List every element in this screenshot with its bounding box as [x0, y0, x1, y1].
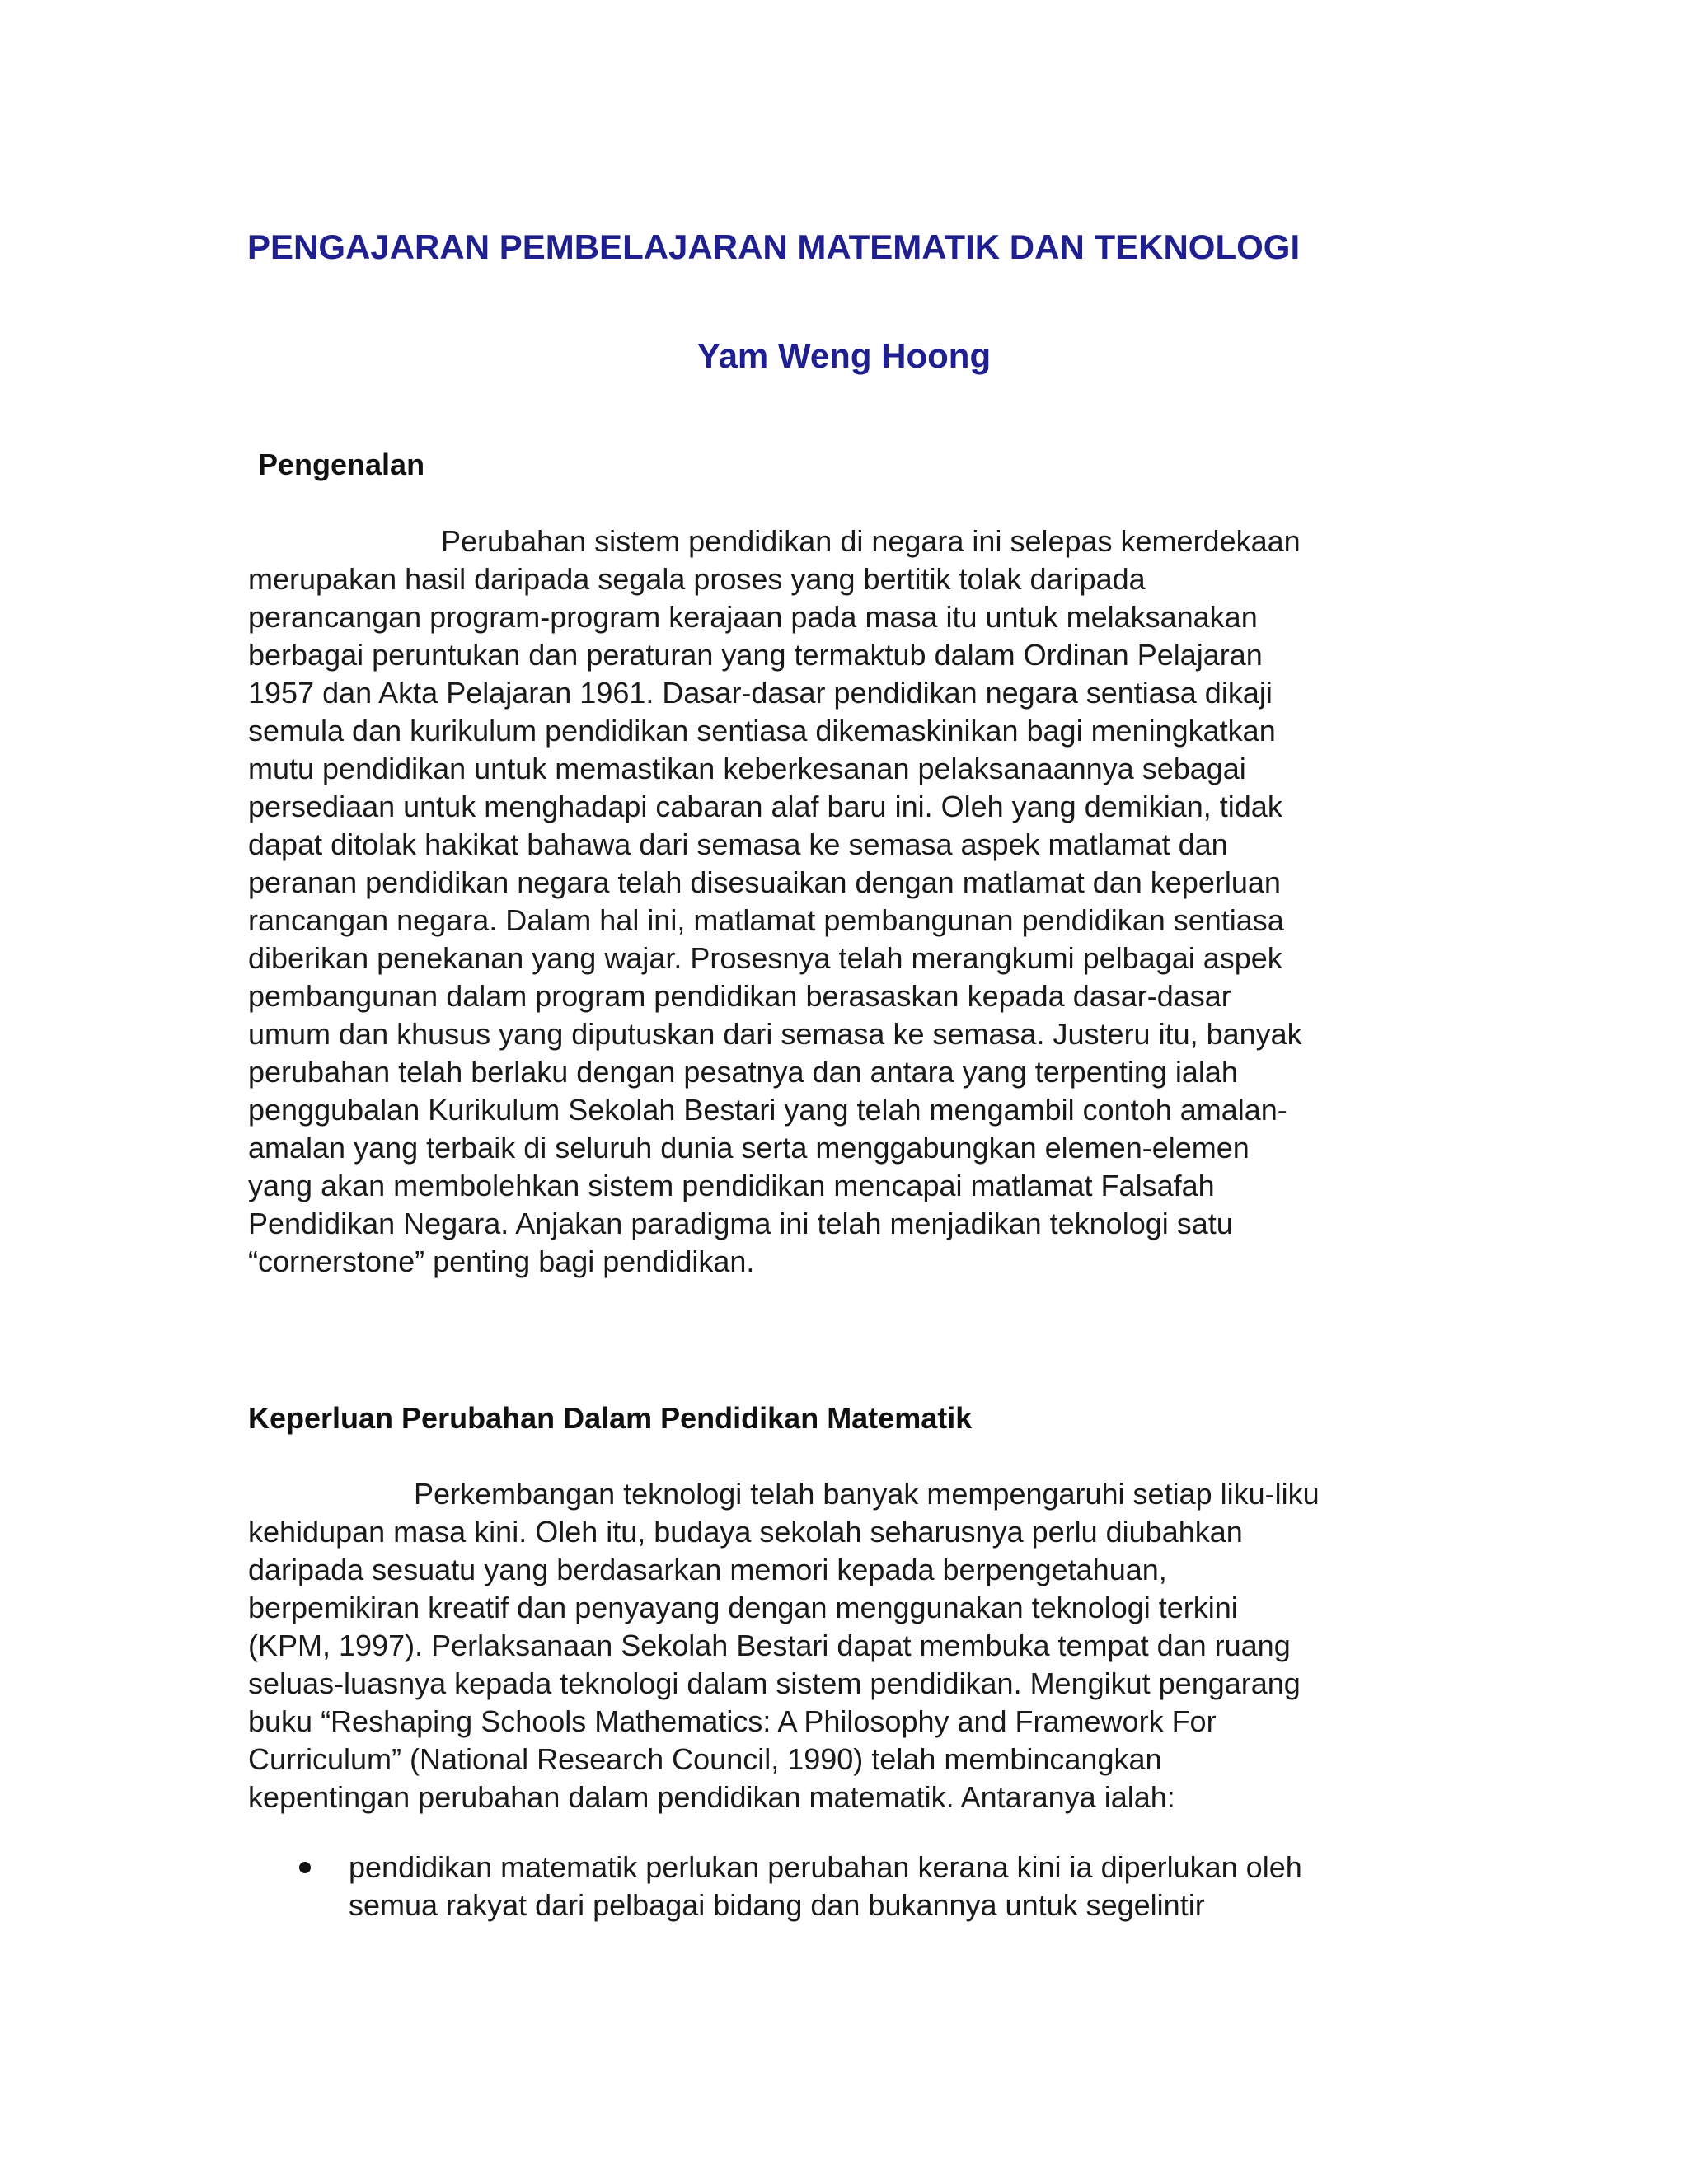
- document-author: Yam Weng Hoong: [696, 336, 992, 375]
- paragraph-line: “cornerstone” penting bagi pendidikan.: [248, 1244, 755, 1278]
- paragraph-line: kepentingan perubahan dalam pendidikan matematik. Antaranya ialah:: [248, 1780, 1175, 1814]
- paragraph-line: diberikan penekanan yang wajar. Prosesnya telah merangkumi pelbagai aspek: [248, 941, 1282, 975]
- paragraph-keperluan: [248, 1475, 1435, 1816]
- bullet-list: [248, 1849, 1484, 1924]
- paragraph-line: kehidupan masa kini. Oleh itu, budaya sekolah seharusnya perlu diubahkan: [248, 1515, 1243, 1549]
- paragraph-pengenalan: [248, 523, 1435, 1281]
- paragraph-line: 1957 dan Akta Pelajaran 1961. Dasar-dasar pendidikan negara sentiasa dikaji: [248, 676, 1273, 710]
- paragraph-line: Curriculum” (National Research Council, 1990) telah membincangkan: [248, 1742, 1162, 1776]
- paragraph-line: penggubalan Kurikulum Sekolah Bestari yang telah mengambil contoh amalan-: [248, 1093, 1287, 1127]
- paragraph-line: yang akan membolehkan sistem pendidikan mencapai matlamat Falsafah: [248, 1169, 1215, 1202]
- paragraph-line: Pendidikan Negara. Anjakan paradigma ini telah menjadikan teknologi satu: [248, 1207, 1233, 1240]
- paragraph-line: persediaan untuk menghadapi cabaran alaf baru ini. Oleh yang demikian, tidak: [248, 790, 1282, 823]
- document-title: PENGAJARAN PEMBELAJARAN MATEMATIK DAN TEKNOLOGI: [247, 227, 1301, 266]
- paragraph-line: perubahan telah berlaku dengan pesatnya dan antara yang terpenting ialah: [248, 1055, 1238, 1089]
- paragraph-line: dapat ditolak hakikat bahawa dari semasa ke semasa aspek matlamat dan: [248, 827, 1228, 861]
- paragraph-line: berbagai peruntukan dan peraturan yang termaktub dalam Ordinan Pelajaran: [248, 638, 1263, 672]
- section-heading-pengenalan: Pengenalan: [258, 448, 425, 481]
- paragraph-line: rancangan negara. Dalam hal ini, matlamat pembangunan pendidikan sentiasa: [248, 903, 1284, 937]
- paragraph-line: berpemikiran kreatif dan penyayang dengan menggunakan teknologi terkini: [248, 1591, 1238, 1624]
- paragraph-line: mutu pendidikan untuk memastikan keberkesanan pelaksanaannya sebagai: [248, 752, 1246, 785]
- list-item-line: pendidikan matematik perlukan perubahan kerana kini ia diperlukan oleh: [349, 1850, 1302, 1884]
- list-item-line: semua rakyat dari pelbagai bidang dan bukannya untuk segelintir: [349, 1888, 1205, 1922]
- paragraph-line: (KPM, 1997). Perlaksanaan Sekolah Bestari dapat membuka tempat dan ruang: [248, 1629, 1291, 1662]
- paragraph-line: umum dan khusus yang diputuskan dari semasa ke semasa. Justeru itu, banyak: [248, 1017, 1302, 1051]
- bullet-icon: [299, 1862, 311, 1873]
- list-item: [248, 1849, 1484, 1924]
- paragraph-line: merupakan hasil daripada segala proses yang bertitik tolak daripada: [248, 562, 1146, 596]
- paragraph-line: amalan yang terbaik di seluruh dunia serta menggabungkan elemen-elemen: [248, 1131, 1250, 1165]
- paragraph-line: pembangunan dalam program pendidikan berasaskan kepada dasar-dasar: [248, 979, 1231, 1013]
- paragraph-line: perancangan program-program kerajaan pada masa itu untuk melaksanakan: [248, 600, 1258, 634]
- paragraph-line: peranan pendidikan negara telah disesuaikan dengan matlamat dan keperluan: [248, 865, 1281, 899]
- paragraph-line: semula dan kurikulum pendidikan sentiasa dikemaskinikan bagi meningkatkan: [248, 714, 1276, 748]
- paragraph-line: buku “Reshaping Schools Mathematics: A Philosophy and Framework For: [248, 1704, 1217, 1738]
- paragraph-line: daripada sesuatu yang berdasarkan memori kepada berpengetahuan,: [248, 1553, 1167, 1586]
- paragraph-line: Perubahan sistem pendidikan di negara ini selepas kemerdekaan: [441, 524, 1301, 558]
- paragraph-line: Perkembangan teknologi telah banyak mempengaruhi setiap liku-liku: [414, 1477, 1320, 1511]
- section-heading-keperluan: Keperluan Perubahan Dalam Pendidikan Matematik: [248, 1401, 973, 1435]
- paragraph-line: seluas-luasnya kepada teknologi dalam sistem pendidikan. Mengikut pengarang: [248, 1666, 1301, 1700]
